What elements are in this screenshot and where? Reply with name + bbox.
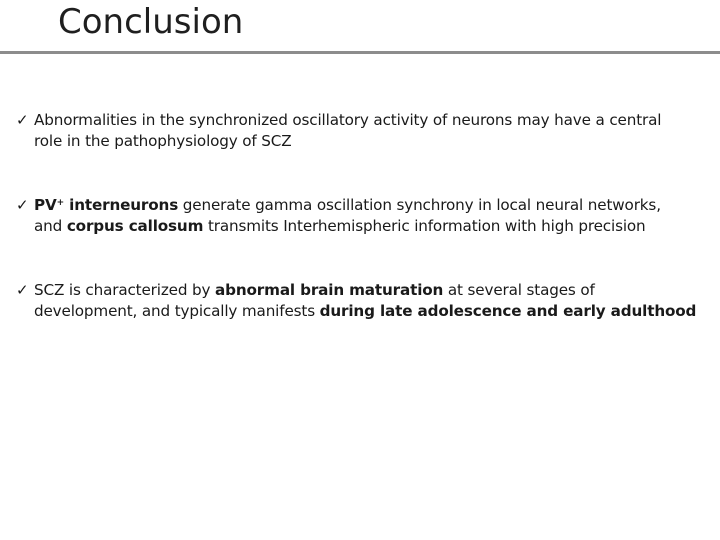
check-icon: ✓ xyxy=(16,196,29,214)
bullet-3-text-2a: development, and typically manifests xyxy=(34,302,320,320)
pv-term: PV xyxy=(34,196,57,214)
check-icon: ✓ xyxy=(16,281,29,299)
bullet-3-text-1b: at several stages of xyxy=(443,281,595,299)
late-adolescence-term: during late adolescence and early adulthood xyxy=(319,302,697,320)
corpus-callosum-term: corpus callosum xyxy=(66,217,204,235)
title-divider xyxy=(0,51,720,54)
bullet-item-3 xyxy=(16,280,716,322)
bullet-2-line-1 xyxy=(34,195,716,216)
pv-superscript: + xyxy=(56,198,64,208)
bullet-2-line-2 xyxy=(34,216,716,237)
check-icon: ✓ xyxy=(16,111,29,129)
bullet-item-1 xyxy=(16,110,716,152)
bullet-3-line-2 xyxy=(34,301,716,322)
bullet-2-text-1: generate gamma oscillation synchrony in local neural networks, xyxy=(178,196,661,214)
bullet-2-text-2b: transmits Interhemispheric information with high precision xyxy=(203,217,646,235)
slide-title: Conclusion xyxy=(58,2,244,42)
interneurons-term: interneurons xyxy=(64,196,179,214)
bullet-1-line-1: Abnormalities in the synchronized oscillatory activity of neurons may have a central xyxy=(34,111,662,129)
bullet-1-line-2: role in the pathophysiology of SCZ xyxy=(34,132,292,150)
bullet-list xyxy=(16,110,716,322)
bullet-2-text-2a: and xyxy=(34,217,67,235)
bullet-3-text-1a: SCZ is characterized by xyxy=(34,281,216,299)
bullet-3-line-1 xyxy=(34,280,716,301)
bullet-item-2 xyxy=(16,195,716,237)
abnormal-brain-maturation-term: abnormal brain maturation xyxy=(215,281,444,299)
